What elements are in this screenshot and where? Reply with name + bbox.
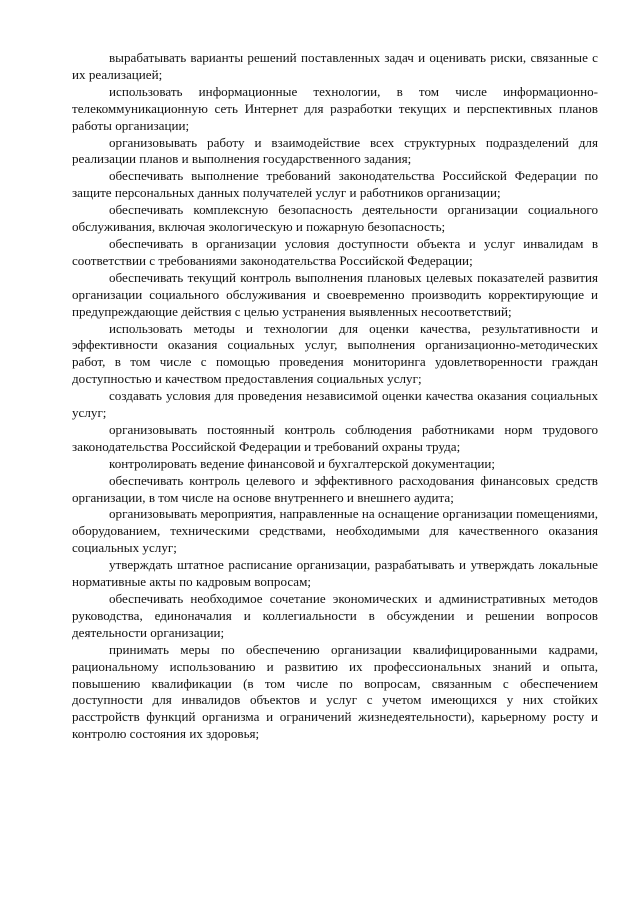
paragraph: обеспечивать комплексную безопасность деятельности организации социального обслуживания, включая экологическую и пожарную безопасность; bbox=[72, 202, 598, 235]
paragraph: обеспечивать необходимое сочетание экономических и административных методов руководства, единоначалия и коллегиальности в обсуждении и решении вопросов деятельности организации; bbox=[72, 591, 598, 640]
paragraph: использовать информационные технологии, в том числе информационно-телекоммуникационную сеть Интернет для разработки текущих и перспективных планов работы организации; bbox=[72, 83, 598, 133]
paragraph: использовать методы и технологии для оценки качества, результативности и эффективности оказания социальных услуг, выполнения организационно-методических работ, в том числе с помощью проведения мониторинга удовлетворенности граждан доступностью и качеством предоставления социальных услуг; bbox=[72, 320, 598, 387]
paragraph: принимать меры по обеспечению организации квалифицированными кадрами, рациональному использованию и развитию их профессиональных знаний и опыта, повышению квалификации (в том числе по вопросам, связанным с обеспечением доступности для инвалидов объектов и услуг с учетом имеющихся у них стойких расстройств функций организма и ограничений жизнедеятельности), карьерному росту и контролю состояния их здоровья; bbox=[72, 641, 598, 742]
document-page bbox=[72, 50, 598, 743]
paragraph: организовывать постоянный контроль соблюдения работниками норм трудового законодательства Российской Федерации и требований охраны труда; bbox=[72, 421, 598, 454]
paragraph: обеспечивать контроль целевого и эффективного расходования финансовых средств организации, в том числе на основе внутреннего и внешнего аудита; bbox=[72, 472, 598, 505]
paragraph: организовывать мероприятия, направленные на оснащение организации помещениями, оборудованием, техническими средствами, необходимыми для качественного оказания социальных услуг; bbox=[72, 506, 598, 556]
paragraph: утверждать штатное расписание организации, разрабатывать и утверждать локальные нормативные акты по кадровым вопросам; bbox=[72, 557, 598, 590]
paragraph: обеспечивать выполнение требований законодательства Российской Федерации по защите персональных данных получателей услуг и работников организации; bbox=[72, 168, 598, 201]
paragraph: обеспечивать текущий контроль выполнения плановых целевых показателей развития организации социального обслуживания и своевременно производить корректирующие и предупреждающие действия с целью устранения выявленных несоответствий; bbox=[72, 269, 598, 319]
paragraph: обеспечивать в организации условия доступности объекта и услуг инвалидам в соответствии с требованиями законодательства Российской Федерации; bbox=[72, 235, 598, 268]
paragraph: контролировать ведение финансовой и бухгалтерской документации; bbox=[109, 455, 496, 471]
paragraph: организовывать работу и взаимодействие всех структурных подразделений для реализации планов и выполнения государственного задания; bbox=[72, 134, 598, 167]
paragraph: вырабатывать варианты решений поставленных задач и оценивать риски, связанные с их реализацией; bbox=[72, 50, 598, 82]
paragraph: создавать условия для проведения независимой оценки качества оказания социальных услуг; bbox=[72, 388, 598, 421]
